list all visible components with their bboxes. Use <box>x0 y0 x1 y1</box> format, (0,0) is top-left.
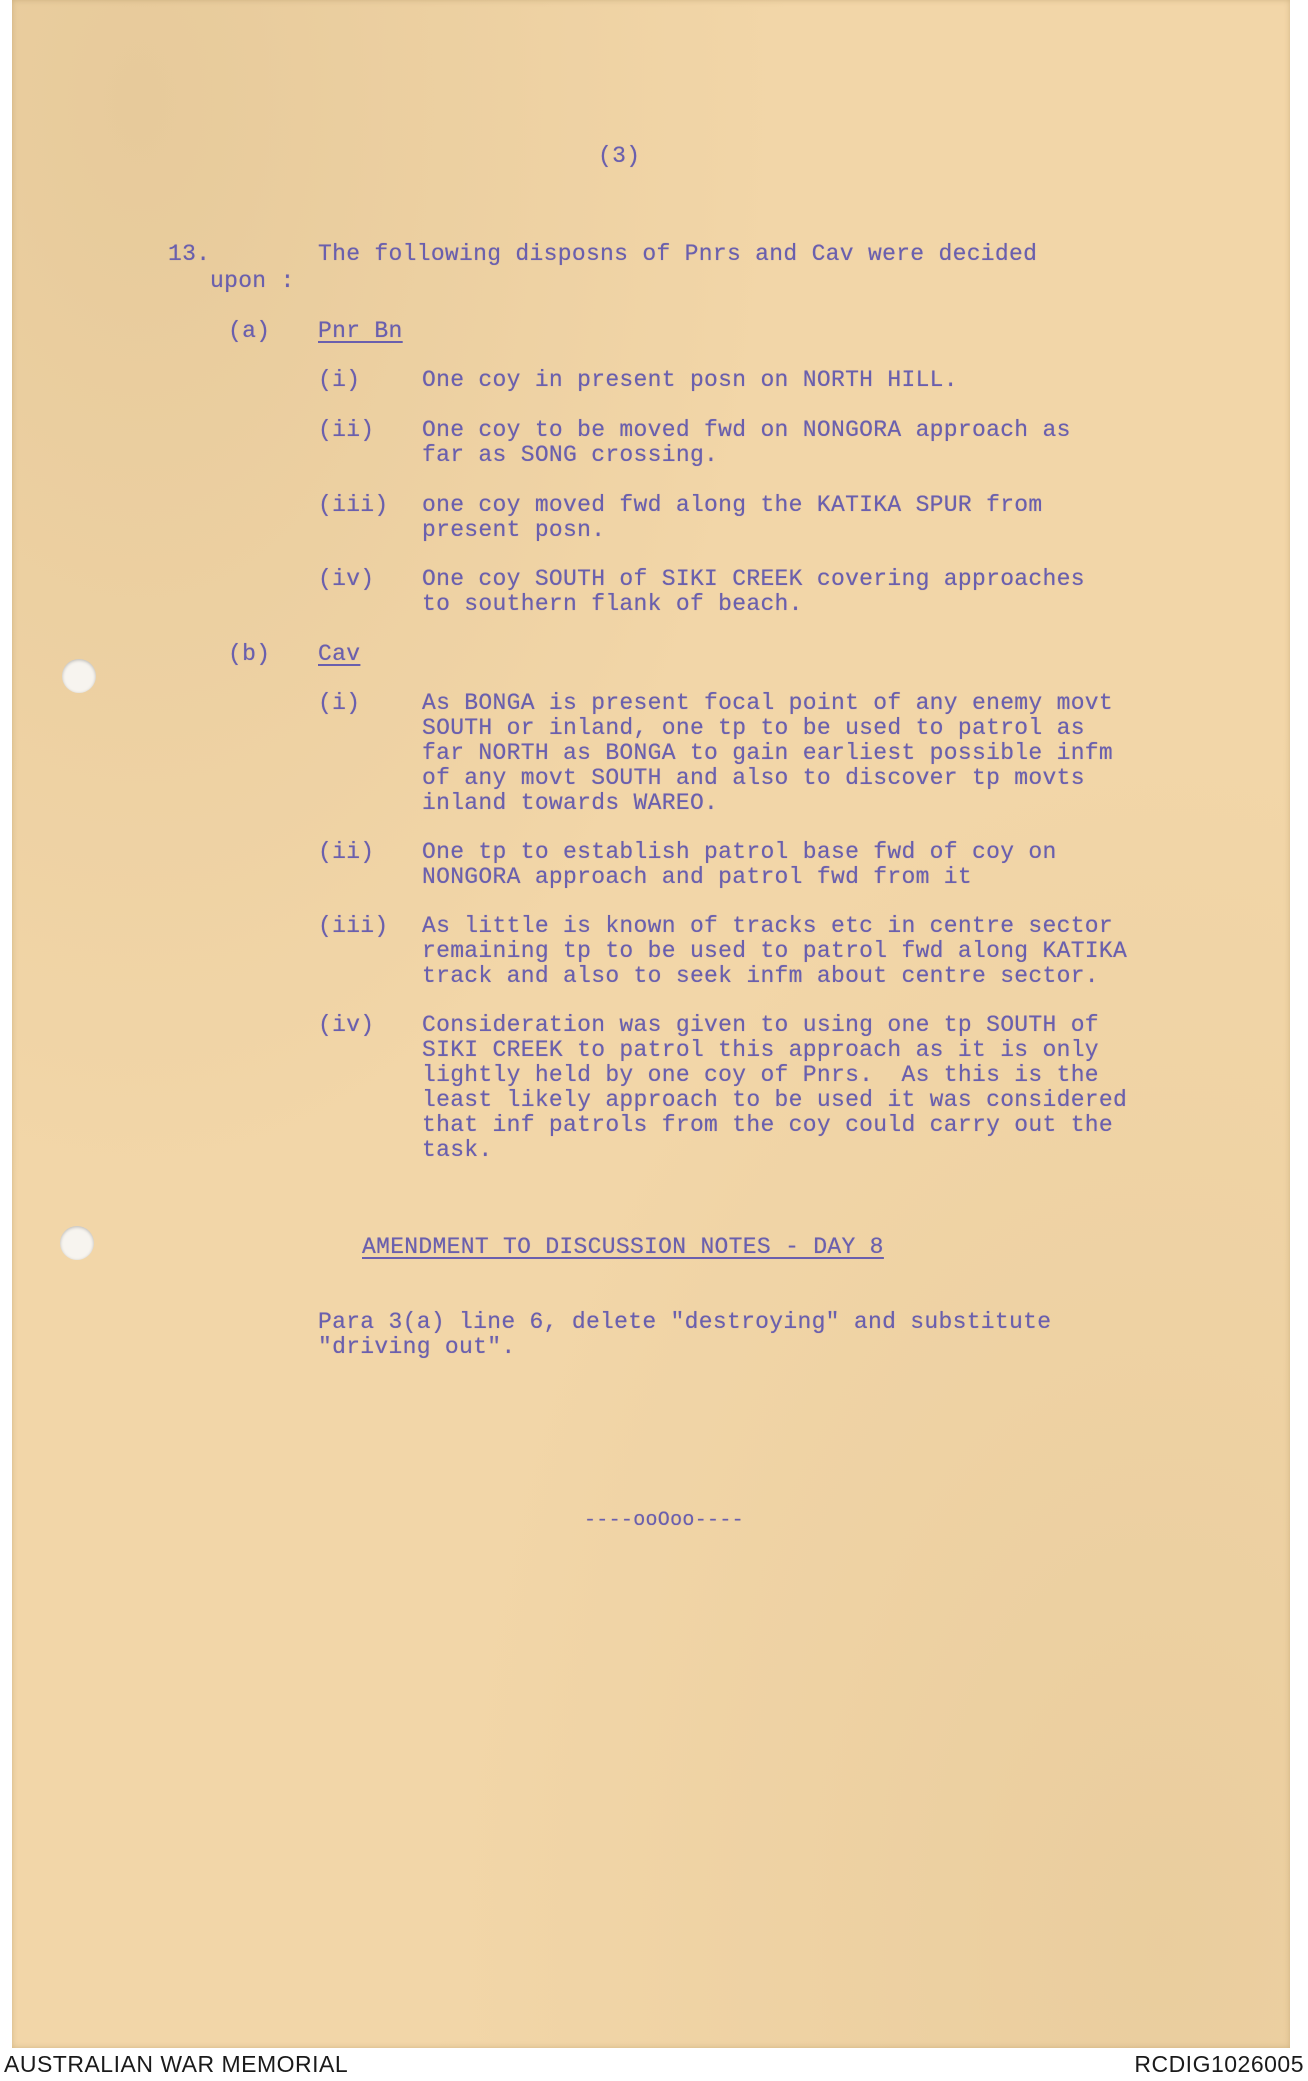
section-a-label: (a) <box>228 318 271 344</box>
item-b-iv-line-4: least likely approach to be used it was considered <box>422 1087 1128 1113</box>
amendment-line-2: "driving out". <box>318 1334 516 1360</box>
punch-hole-bottom <box>60 1226 94 1260</box>
item-a-ii-line-1: One coy to be moved fwd on NONGORA approach as <box>422 417 1071 443</box>
item-b-i-line-3: far NORTH as BONGA to gain earliest possible infm <box>422 740 1114 766</box>
item-b-i-line-1: As BONGA is present focal point of any enemy movt <box>422 690 1114 716</box>
item-b-iii-line-3: track and also to seek infm about centre sector. <box>422 963 1099 989</box>
item-b-iii-line-2: remaining tp to be used to patrol fwd along KATIKA <box>422 938 1128 964</box>
item-a-iii-line-1: one coy moved fwd along the KATIKA SPUR from <box>422 492 1043 518</box>
punch-hole-top <box>62 659 96 693</box>
footer-id: RCDIG1026005 <box>1134 2051 1304 2077</box>
amendment-heading: AMENDMENT TO DISCUSSION NOTES - DAY 8 <box>362 1234 884 1260</box>
para-13-line-1: The following disposns of Pnrs and Cav were decided <box>318 241 1038 267</box>
section-b-heading: Cav <box>318 641 361 667</box>
footer-source: AUSTRALIAN WAR MEMORIAL <box>4 2051 349 2077</box>
item-b-iv-line-2: SIKI CREEK to patrol this approach as it is only <box>422 1037 1099 1063</box>
item-b-iv-number: (iv) <box>318 1012 375 1038</box>
item-a-i-line-1: One coy in present posn on NORTH HILL. <box>422 367 958 393</box>
item-a-iii-line-2: present posn. <box>422 517 606 543</box>
item-a-iii-number: (iii) <box>318 492 389 518</box>
item-b-ii-line-1: One tp to establish patrol base fwd of coy on <box>422 839 1057 865</box>
item-b-i-number: (i) <box>318 690 361 716</box>
item-b-iii-number: (iii) <box>318 913 389 939</box>
item-a-iv-line-1: One coy SOUTH of SIKI CREEK covering approaches <box>422 566 1085 592</box>
end-mark: ----ooOoo---- <box>584 1509 744 1532</box>
item-b-iv-line-1: Consideration was given to using one tp SOUTH of <box>422 1012 1099 1038</box>
item-b-iv-line-5: that inf patrols from the coy could carry out the <box>422 1112 1114 1138</box>
item-a-i-number: (i) <box>318 367 361 393</box>
page-number: (3) <box>598 143 641 169</box>
item-b-iii-line-1: As little is known of tracks etc in centre sector <box>422 913 1114 939</box>
item-a-ii-line-2: far as SONG crossing. <box>422 442 719 468</box>
para-13-line-2: upon : <box>210 268 295 294</box>
item-b-ii-number: (ii) <box>318 839 375 865</box>
item-b-iv-line-3: lightly held by one coy of Pnrs. As this is the <box>422 1062 1099 1088</box>
item-b-iv-line-6: task. <box>422 1137 493 1163</box>
item-b-i-line-2: SOUTH or inland, one tp to be used to patrol as <box>422 715 1085 741</box>
section-a-heading: Pnr Bn <box>318 318 403 344</box>
item-b-i-line-5: inland towards WAREO. <box>422 790 719 816</box>
item-a-iv-number: (iv) <box>318 566 375 592</box>
para-13-number: 13. <box>168 241 211 267</box>
item-b-ii-line-2: NONGORA approach and patrol fwd from it <box>422 864 972 890</box>
amendment-line-1: Para 3(a) line 6, delete "destroying" and substitute <box>318 1309 1052 1335</box>
section-b-label: (b) <box>228 641 271 667</box>
item-b-i-line-4: of any movt SOUTH and also to discover tp movts <box>422 765 1085 791</box>
item-a-iv-line-2: to southern flank of beach. <box>422 591 803 617</box>
item-a-ii-number: (ii) <box>318 417 375 443</box>
